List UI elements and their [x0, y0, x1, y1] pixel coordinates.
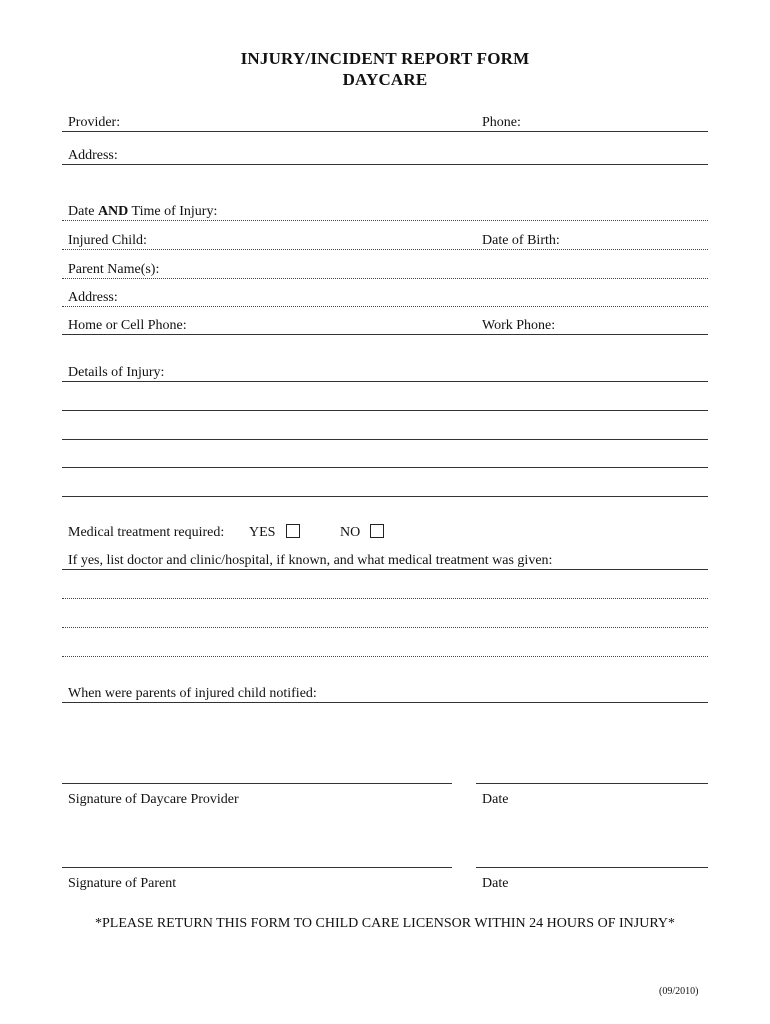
- phone-label: Phone:: [482, 115, 521, 130]
- yes-label: YES: [249, 525, 276, 540]
- parent-names-label: Parent Name(s):: [68, 262, 160, 277]
- details-line-2[interactable]: [62, 410, 708, 411]
- treatment-line-4[interactable]: [62, 656, 708, 657]
- date-of-birth-label: Date of Birth:: [482, 233, 560, 248]
- parent-signature-label: Signature of Parent: [68, 876, 177, 891]
- form-version: (09/2010): [659, 986, 699, 997]
- yes-checkbox[interactable]: [286, 524, 300, 538]
- provider-label: Provider:: [68, 115, 121, 130]
- home-cell-phone-label: Home or Cell Phone:: [68, 318, 187, 333]
- treatment-line-3[interactable]: [62, 627, 708, 628]
- treatment-line-1[interactable]: [62, 569, 708, 570]
- date-time-injury-label: Date AND Time of Injury:: [68, 204, 218, 219]
- provider-signature-line[interactable]: [62, 783, 452, 784]
- parents-notified-field-line[interactable]: [62, 702, 708, 703]
- details-line-5[interactable]: [62, 496, 708, 497]
- parent-date-line[interactable]: [476, 867, 708, 868]
- injured-child-field-line[interactable]: [62, 249, 708, 250]
- treatment-line-2[interactable]: [62, 598, 708, 599]
- provider-address-field-line[interactable]: [62, 164, 708, 165]
- provider-signature-label: Signature of Daycare Provider: [68, 792, 239, 807]
- details-of-injury-label: Details of Injury:: [68, 365, 165, 380]
- details-line-1[interactable]: [62, 381, 708, 382]
- parent-date-label: Date: [482, 876, 509, 891]
- parent-signature-line[interactable]: [62, 867, 452, 868]
- no-checkbox[interactable]: [370, 524, 384, 538]
- parent-address-field-line[interactable]: [62, 306, 708, 307]
- work-phone-label: Work Phone:: [482, 318, 556, 333]
- parent-address-label: Address:: [68, 290, 118, 305]
- injured-child-label: Injured Child:: [68, 233, 147, 248]
- parent-names-field-line[interactable]: [62, 278, 708, 279]
- if-yes-prompt: If yes, list doctor and clinic/hospital, if known, and what medical treatment was given:: [68, 553, 553, 568]
- form-title: INJURY/INCIDENT REPORT FORM: [240, 49, 530, 68]
- details-line-3[interactable]: [62, 439, 708, 440]
- no-label: NO: [340, 525, 361, 540]
- provider-phone-field-line[interactable]: [62, 131, 708, 132]
- return-notice: *PLEASE RETURN THIS FORM TO CHILD CARE LICENSOR WITHIN 24 HOURS OF INJURY*: [94, 916, 675, 931]
- parents-notified-label: When were parents of injured child notified:: [68, 686, 317, 701]
- phone-numbers-field-line[interactable]: [62, 334, 708, 335]
- provider-date-label: Date: [482, 792, 509, 807]
- details-line-4[interactable]: [62, 467, 708, 468]
- provider-address-label: Address:: [68, 148, 118, 163]
- form-subtitle: DAYCARE: [342, 70, 428, 89]
- provider-date-line[interactable]: [476, 783, 708, 784]
- medical-treatment-question: Medical treatment required:: [68, 525, 225, 540]
- date-time-injury-field-line[interactable]: [62, 220, 708, 221]
